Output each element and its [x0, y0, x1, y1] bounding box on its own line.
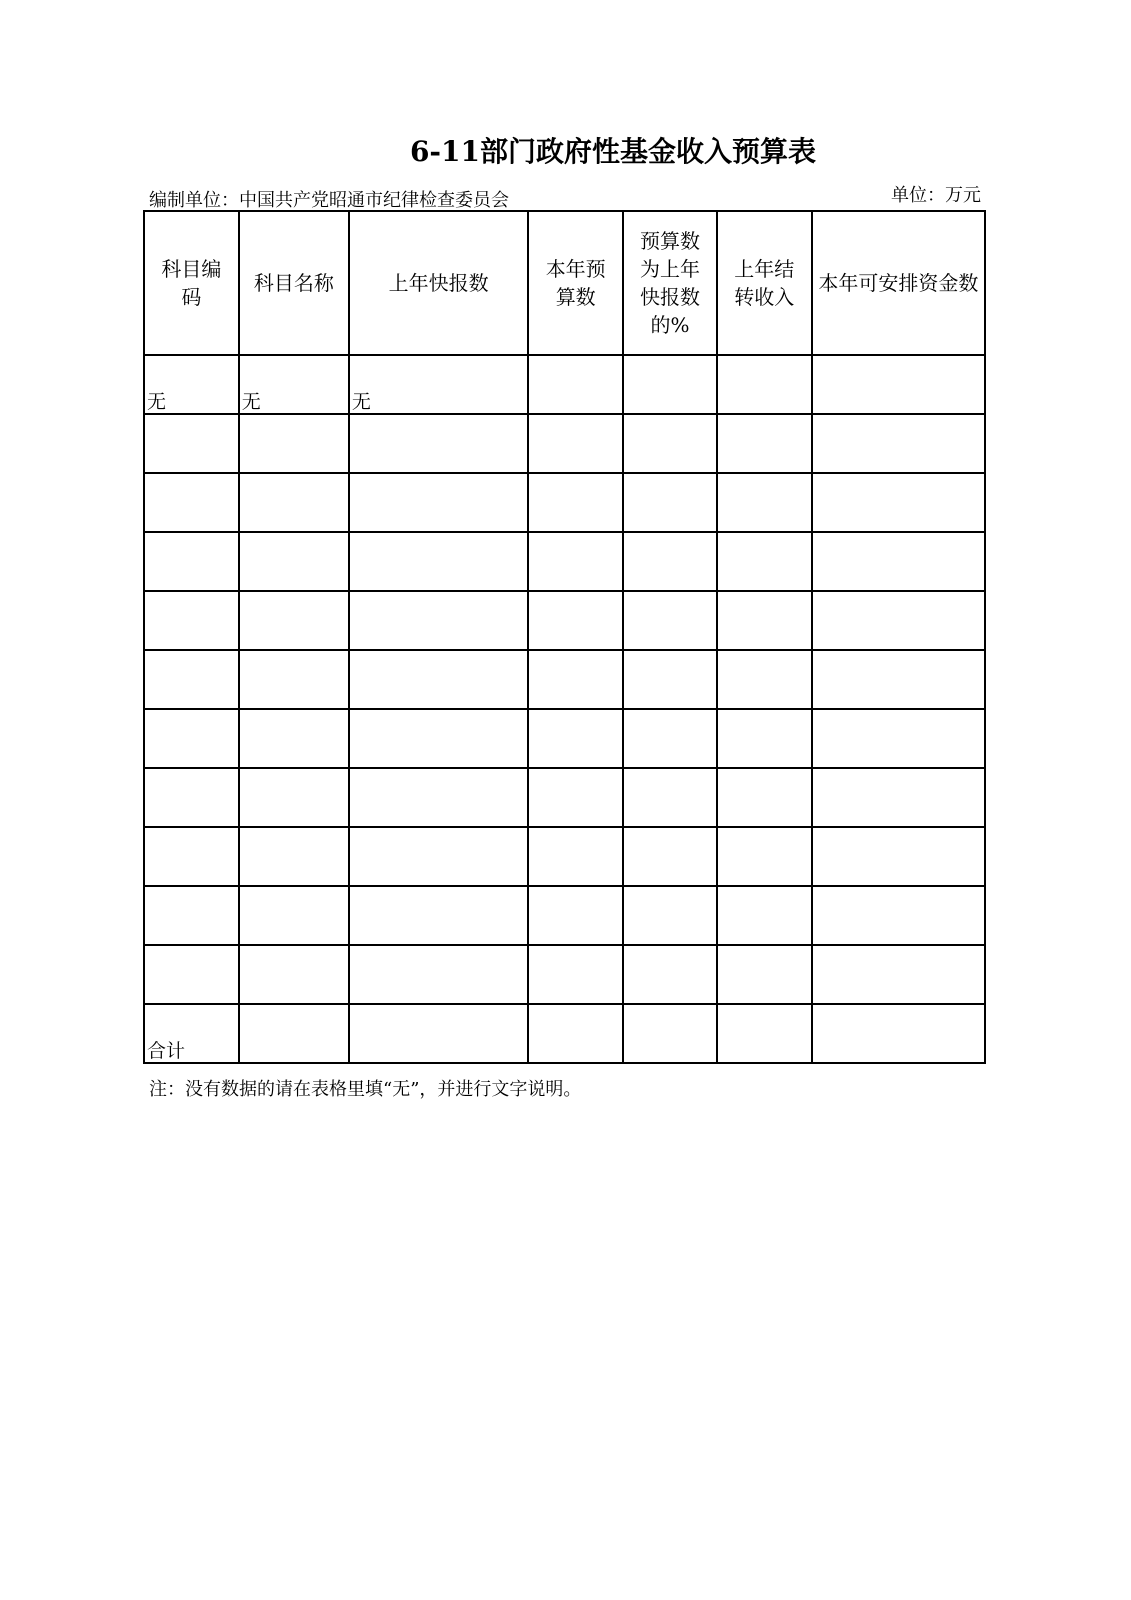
table-row — [144, 355, 985, 414]
table-cell — [623, 768, 717, 827]
table-total-row — [144, 1004, 985, 1063]
table-cell — [528, 709, 623, 768]
table-cell — [528, 945, 623, 1004]
header-budget: 本年预算数 — [545, 257, 606, 309]
table-cell — [239, 650, 349, 709]
header-percent: 预算数为上年快报数的% — [639, 229, 700, 337]
table-cell — [349, 414, 528, 473]
table-cell — [812, 591, 985, 650]
table-cell — [144, 591, 239, 650]
table-cell — [239, 1004, 349, 1063]
table-cell — [528, 414, 623, 473]
table-cell — [717, 768, 812, 827]
table-cell — [717, 532, 812, 591]
table-cell — [717, 591, 812, 650]
table-cell — [812, 1004, 985, 1063]
header-cell — [717, 211, 812, 355]
table-cell — [812, 414, 985, 473]
header-available: 本年可安排资金数 — [818, 271, 979, 295]
table-cell — [717, 650, 812, 709]
table-row — [144, 827, 985, 886]
table-cell — [812, 827, 985, 886]
table-cell — [349, 1004, 528, 1063]
table-row — [144, 886, 985, 945]
footnote: 注：没有数据的请在表格里填“无”，并进行文字说明。 — [149, 1079, 582, 1100]
header-code: 科目编码 — [161, 257, 222, 309]
table-cell — [623, 414, 717, 473]
compiler-unit: 编制单位：中国共产党昭通市纪律检查委员会 — [149, 190, 509, 211]
total-label: 合计 — [144, 1004, 239, 1063]
table-cell — [623, 709, 717, 768]
header-cell — [239, 211, 349, 355]
table-cell — [812, 945, 985, 1004]
table-cell — [349, 473, 528, 532]
table-cell — [239, 414, 349, 473]
table-cell — [812, 473, 985, 532]
table-cell — [144, 827, 239, 886]
table-cell — [623, 1004, 717, 1063]
table-cell — [717, 945, 812, 1004]
table-cell — [717, 827, 812, 886]
table-cell — [349, 886, 528, 945]
header-name: 科目名称 — [253, 271, 334, 295]
table-cell — [144, 650, 239, 709]
table-row — [144, 650, 985, 709]
table-cell — [239, 827, 349, 886]
table-cell: 无 — [349, 355, 528, 414]
table-cell — [349, 768, 528, 827]
table-row — [144, 591, 985, 650]
table-cell — [623, 532, 717, 591]
table-cell — [528, 473, 623, 532]
table-cell — [623, 591, 717, 650]
table-cell — [349, 827, 528, 886]
table-cell — [623, 945, 717, 1004]
table-row — [144, 532, 985, 591]
table-cell — [812, 886, 985, 945]
table-cell — [623, 650, 717, 709]
table-cell — [717, 1004, 812, 1063]
table-cell — [239, 768, 349, 827]
table-cell — [144, 532, 239, 591]
header-cell — [812, 211, 985, 355]
table-cell — [349, 709, 528, 768]
table-row — [144, 709, 985, 768]
table-cell — [623, 827, 717, 886]
table-cell — [239, 886, 349, 945]
table-cell — [349, 945, 528, 1004]
table-cell — [717, 886, 812, 945]
header-cell — [349, 211, 528, 355]
table-cell — [717, 414, 812, 473]
header-cell — [144, 211, 239, 355]
table-cell: 无 — [239, 355, 349, 414]
table-cell — [528, 650, 623, 709]
table-cell — [144, 945, 239, 1004]
table-row — [144, 945, 985, 1004]
table-row — [144, 414, 985, 473]
table-row — [144, 473, 985, 532]
table-cell — [717, 709, 812, 768]
table-cell — [144, 768, 239, 827]
table-cell — [528, 532, 623, 591]
table-cell — [812, 650, 985, 709]
table-cell — [528, 1004, 623, 1063]
table-cell — [717, 473, 812, 532]
table-cell — [623, 473, 717, 532]
table-cell — [239, 591, 349, 650]
table-cell — [812, 709, 985, 768]
header-cell — [623, 211, 717, 355]
table-cell — [349, 591, 528, 650]
table-cell — [812, 355, 985, 414]
table-cell — [812, 532, 985, 591]
table-cell — [144, 473, 239, 532]
header-last-year: 上年快报数 — [388, 271, 489, 295]
table-cell — [623, 355, 717, 414]
table-cell — [528, 768, 623, 827]
table-cell — [717, 355, 812, 414]
table-cell — [239, 473, 349, 532]
table-header-row — [144, 211, 985, 355]
table-cell — [528, 827, 623, 886]
table-cell: 无 — [144, 355, 239, 414]
header-cell — [528, 211, 623, 355]
table-cell — [528, 591, 623, 650]
table-cell — [144, 886, 239, 945]
table-cell — [528, 355, 623, 414]
table-cell — [239, 709, 349, 768]
table-row — [144, 768, 985, 827]
table-cell — [239, 532, 349, 591]
table-cell — [528, 886, 623, 945]
page-title: 6-11部门政府性基金收入预算表 — [409, 135, 817, 168]
budget-table — [143, 210, 986, 1064]
header-carryover: 上年结转收入 — [734, 257, 795, 309]
table-cell — [349, 650, 528, 709]
table-cell — [349, 532, 528, 591]
table-cell — [812, 768, 985, 827]
table-cell — [144, 709, 239, 768]
table-cell — [623, 886, 717, 945]
table-cell — [144, 414, 239, 473]
table-cell — [239, 945, 349, 1004]
currency-unit: 单位：万元 — [891, 185, 981, 206]
